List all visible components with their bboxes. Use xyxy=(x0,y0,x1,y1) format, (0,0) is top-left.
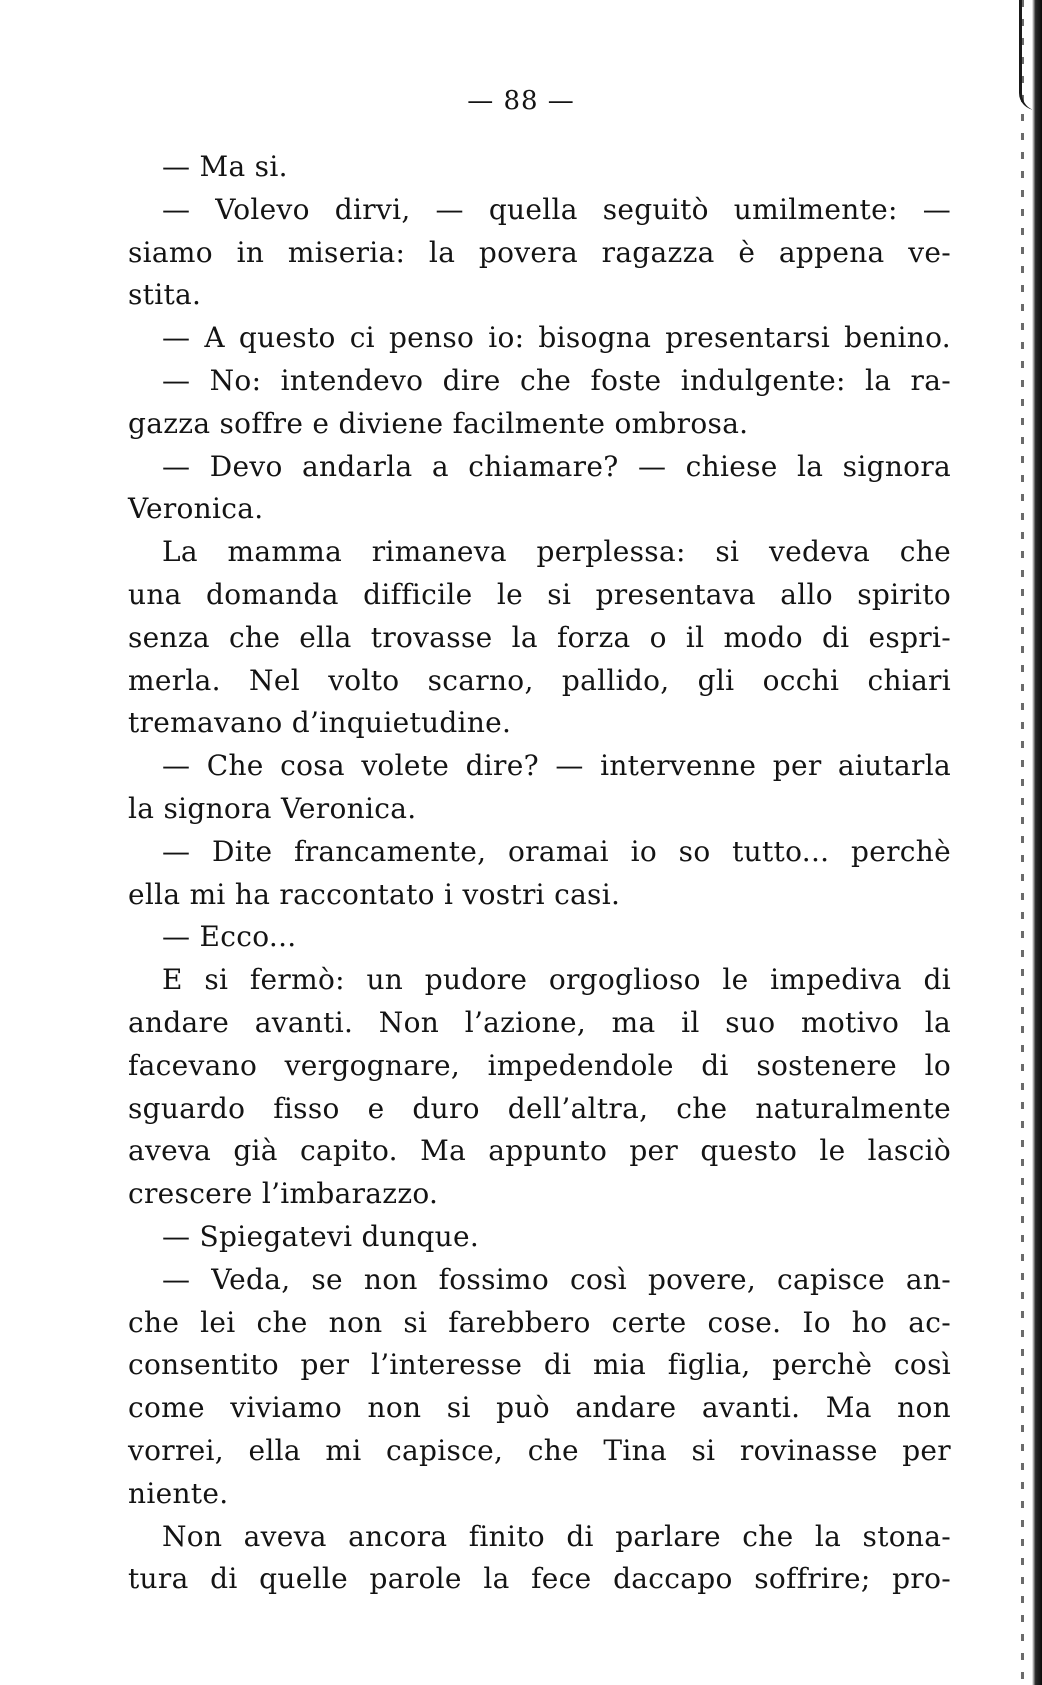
text-line: — Veda, se non fossimo così povere, capisce an- xyxy=(162,1262,951,1296)
text-line: come viviamo non si può andare avanti. Ma non xyxy=(128,1391,951,1425)
text-line: aveva già capito. Ma appunto per questo le lasciò xyxy=(128,1134,951,1168)
text-line: andare avanti. Non l’azione, ma il suo motivo la xyxy=(128,1005,951,1039)
text-line: che lei che non si farebbero certe cose. Io ho ac- xyxy=(128,1305,951,1339)
book-binding-edge xyxy=(1006,0,1042,1685)
text-line: Veronica. xyxy=(128,492,264,526)
text-line: senza che ella trovasse la forza o il modo di espri- xyxy=(128,620,951,654)
text-line: consentito per l’interesse di mia figlia, perchè così xyxy=(128,1348,951,1382)
text-line: Non aveva ancora finito di parlare che la stona- xyxy=(162,1519,951,1553)
text-line: crescere l’imbarazzo. xyxy=(128,1177,439,1211)
text-line: — Ma si. xyxy=(162,150,288,183)
page-number: — 88 — xyxy=(467,86,575,116)
text-line: niente. xyxy=(128,1476,229,1510)
text-line: la signora Veronica. xyxy=(128,791,417,825)
text-line: tura di quelle parole la fece daccapo soffrire; pro- xyxy=(128,1562,951,1596)
text-line: — A questo ci penso io: bisogna presentarsi benino. xyxy=(162,321,951,355)
text-line: La mamma rimaneva perplessa: si vedeva che xyxy=(162,535,951,569)
text-line: — Spiegatevi dunque. xyxy=(162,1219,480,1253)
binding-stitch-marks xyxy=(1021,0,1024,1685)
text-line: — No: intendevo dire che foste indulgente: la ra- xyxy=(162,363,951,397)
text-line: sguardo fisso e duro dell’altra, che naturalmente xyxy=(128,1091,951,1125)
text-line: merla. Nel volto scarno, pallido, gli occhi chiari xyxy=(128,663,951,697)
text-line: una domanda difficile le si presentava allo spirito xyxy=(128,577,951,611)
text-line: E si fermò: un pudore orgoglioso le impediva di xyxy=(162,963,951,997)
text-line: ella mi ha raccontato i vostri casi. xyxy=(128,877,621,911)
text-line: vorrei, ella mi capisce, che Tina si rovinasse per xyxy=(128,1433,951,1467)
text-line: — Che cosa volete dire? — intervenne per aiutarla xyxy=(162,749,951,783)
text-line: — Dite francamente, oramai io so tutto... perchè xyxy=(162,834,951,868)
text-line: stita. xyxy=(128,278,202,312)
text-line: facevano vergognare, impedendole di sostenere lo xyxy=(128,1048,951,1082)
text-line: — Ecco... xyxy=(162,920,297,954)
text-line: — Devo andarla a chiamare? — chiese la signora xyxy=(162,449,951,483)
text-line: tremavano d’inquietudine. xyxy=(128,706,512,740)
text-line: siamo in miseria: la povera ragazza è appena ve- xyxy=(128,235,951,269)
text-line: gazza soffre e diviene facilmente ombrosa. xyxy=(128,406,749,440)
binding-shadow xyxy=(1032,0,1042,1685)
body-text xyxy=(128,146,951,1601)
text-line: — Volevo dirvi, — quella seguitò umilmente: — xyxy=(162,192,951,226)
